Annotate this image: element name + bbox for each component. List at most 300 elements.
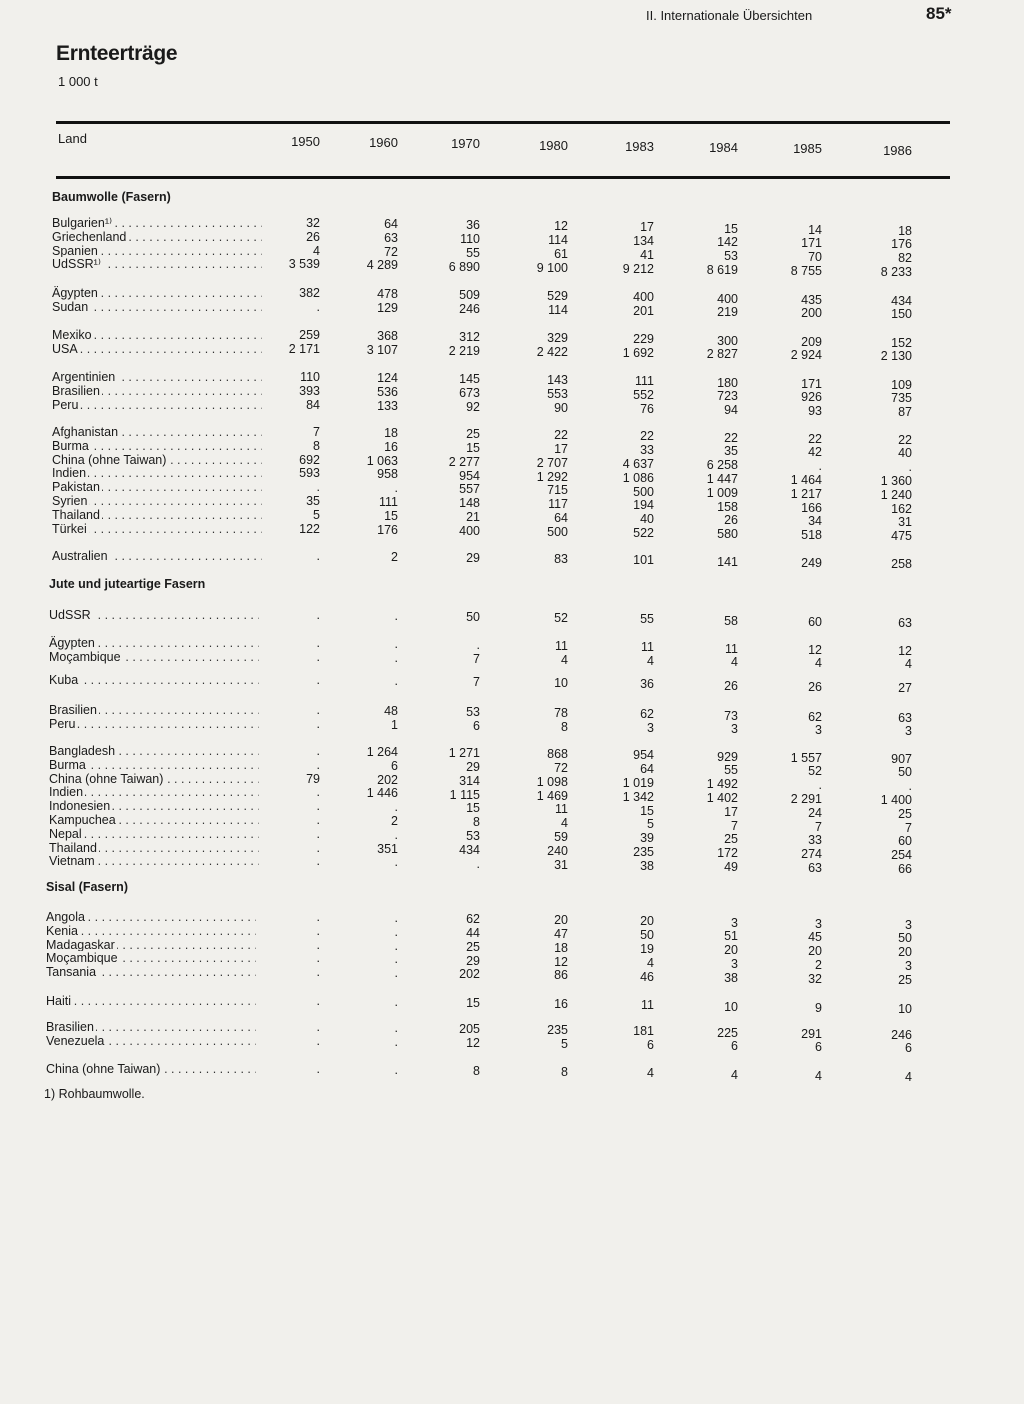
table-cell: 76 xyxy=(640,401,654,416)
table-cell: 9 100 xyxy=(536,260,568,275)
table-cell: 593 xyxy=(299,466,320,481)
table-cell: 205 xyxy=(459,1022,480,1037)
table-cell: 4 xyxy=(647,1066,654,1081)
table-cell: 929 xyxy=(717,749,738,764)
table-cell: 509 xyxy=(459,288,480,303)
table-cell: 59 xyxy=(554,830,568,845)
table-cell: 3 xyxy=(731,915,738,930)
table-cell: 1 469 xyxy=(536,788,568,803)
country-name: Sudan xyxy=(52,299,89,314)
table-cell: 557 xyxy=(459,482,480,497)
table-cell: 2 707 xyxy=(536,455,568,470)
table-cell: 4 xyxy=(815,1068,822,1083)
table-cell: 3 107 xyxy=(366,342,398,357)
table-cell: 6 xyxy=(473,718,480,733)
table-cell: 60 xyxy=(898,834,912,849)
table-cell: 673 xyxy=(459,385,480,400)
table-cell: 17 xyxy=(724,804,738,819)
table-cell: . xyxy=(394,911,398,926)
table-cell: 35 xyxy=(724,444,738,459)
table-cell: 15 xyxy=(384,508,398,523)
table-cell: 51 xyxy=(724,929,738,944)
table-cell: 475 xyxy=(891,529,912,544)
table-cell: 11 xyxy=(725,641,738,656)
table-cell: . xyxy=(316,923,320,938)
table-cell: 20 xyxy=(724,943,738,958)
table-cell: 4 xyxy=(647,955,654,970)
table-cell: 3 539 xyxy=(288,257,320,272)
table-cell: 246 xyxy=(459,301,480,316)
table-cell: . xyxy=(394,1034,398,1049)
table-cell: 435 xyxy=(801,292,822,307)
table-cell: 246 xyxy=(891,1027,912,1042)
section-title: Jute und juteartige Fasern xyxy=(49,577,206,591)
table-cell: 8 755 xyxy=(790,263,822,278)
table-cell: 954 xyxy=(459,468,480,483)
row-label xyxy=(52,453,262,467)
table-cell: . xyxy=(316,549,320,563)
table-cell: 72 xyxy=(384,244,398,259)
row-label xyxy=(49,785,259,799)
table-cell: 117 xyxy=(548,497,568,512)
row-label xyxy=(52,328,262,342)
table-cell: 109 xyxy=(891,377,912,392)
table-cell: 12 xyxy=(554,954,568,969)
table-cell: 21 xyxy=(466,509,480,524)
row-label xyxy=(52,480,262,494)
country-name: Indien xyxy=(52,466,87,481)
table-cell: . xyxy=(316,299,320,314)
table-cell: . xyxy=(316,636,320,650)
row-label xyxy=(46,924,256,938)
table-cell: 86 xyxy=(554,968,568,983)
table-cell: 148 xyxy=(459,496,480,511)
table-row xyxy=(0,608,1024,630)
table-cell: 500 xyxy=(633,484,654,499)
table-cell: 166 xyxy=(801,500,822,515)
table-cell: 25 xyxy=(724,832,738,847)
table-cell: 7 xyxy=(313,425,320,439)
table-cell: 1 240 xyxy=(880,487,912,502)
country-name: China (ohne Taiwan) xyxy=(52,452,167,467)
table-cell: 15 xyxy=(466,440,480,455)
table-cell: 12 xyxy=(808,642,822,657)
country-name: Peru xyxy=(52,397,79,412)
table-cell: 78 xyxy=(554,706,568,721)
row-label xyxy=(49,703,259,717)
table-cell: 40 xyxy=(640,512,654,527)
table-cell: 26 xyxy=(724,678,738,693)
running-head: II. Internationale Übersichten xyxy=(646,8,813,23)
table-cell: . xyxy=(394,1063,398,1078)
table-cell: 240 xyxy=(547,843,568,858)
table-cell: . xyxy=(316,480,320,495)
table-cell: 958 xyxy=(377,467,398,482)
table-cell: 55 xyxy=(640,612,654,627)
table-cell: 114 xyxy=(548,303,568,318)
row-label xyxy=(49,717,259,731)
table-cell: 32 xyxy=(808,971,822,986)
table-row xyxy=(0,673,1024,695)
table-cell: 92 xyxy=(466,399,480,414)
row-label xyxy=(52,244,262,258)
table-cell: 3 xyxy=(905,917,912,932)
table-cell: 6 890 xyxy=(448,259,480,274)
table-cell: 1 271 xyxy=(448,746,480,761)
table-cell: 101 xyxy=(633,553,654,568)
table-cell: 22 xyxy=(640,429,654,444)
table-cell: 22 xyxy=(808,431,822,446)
table-cell: 7 xyxy=(815,819,822,834)
column-header-land: Land xyxy=(58,131,87,146)
table-cell: 53 xyxy=(466,705,480,720)
page-number: 85* xyxy=(926,4,952,23)
table-cell: 2 130 xyxy=(880,349,912,364)
table-cell: . xyxy=(316,1020,320,1034)
table-cell: 33 xyxy=(640,443,654,458)
table-cell: . xyxy=(316,608,320,622)
row-label xyxy=(49,813,259,827)
table-cell: 2 291 xyxy=(790,791,822,806)
table-cell: 64 xyxy=(384,217,398,232)
table-cell: . xyxy=(316,703,320,717)
table-cell: 6 xyxy=(731,1039,738,1054)
table-cell: . xyxy=(394,827,398,842)
row-label xyxy=(52,370,262,384)
table-cell: 1 098 xyxy=(536,774,568,789)
table-cell: 351 xyxy=(377,841,398,856)
table-cell: 202 xyxy=(459,967,480,982)
table-cell: 152 xyxy=(891,335,912,350)
table-cell: . xyxy=(316,716,320,731)
table-cell: 2 xyxy=(815,957,822,972)
country-name: Moçambique xyxy=(46,951,118,966)
table-cell: 314 xyxy=(459,773,480,788)
year-header: 1984 xyxy=(709,140,738,155)
table-cell: 500 xyxy=(547,524,568,539)
table-cell: 4 xyxy=(561,653,568,668)
table-cell: 111 xyxy=(634,374,654,389)
row-label xyxy=(49,758,259,772)
table-cell: 1 360 xyxy=(880,474,912,489)
table-cell: 20 xyxy=(898,945,912,960)
country-name: Türkei xyxy=(52,521,87,536)
table-cell: 16 xyxy=(554,997,568,1012)
row-label xyxy=(49,608,259,622)
year-header: 1980 xyxy=(539,138,568,153)
footnote: 1) Rohbaumwolle. xyxy=(44,1087,145,1101)
table-cell: . xyxy=(394,855,398,870)
table-cell: . xyxy=(316,1033,320,1048)
table-cell: 258 xyxy=(891,556,912,571)
table-cell: 4 xyxy=(561,816,568,831)
table-cell: 46 xyxy=(640,969,654,984)
table-cell: 478 xyxy=(377,287,398,302)
table-cell: 79 xyxy=(306,771,320,786)
country-name: Thailand xyxy=(52,507,100,522)
table-cell: 17 xyxy=(640,220,654,235)
table-cell: 12 xyxy=(898,643,912,658)
table-cell: 954 xyxy=(633,748,654,763)
table-cell: 15 xyxy=(640,803,654,818)
table-cell: 553 xyxy=(547,387,568,402)
table-cell: . xyxy=(316,1062,320,1076)
row-label xyxy=(52,494,262,508)
table-cell: 93 xyxy=(808,404,822,419)
table-cell: 63 xyxy=(898,615,912,630)
table-cell: 2 827 xyxy=(706,347,738,362)
country-name: Haiti xyxy=(46,994,72,1008)
row-label xyxy=(52,230,262,244)
table-cell: 15 xyxy=(466,996,480,1011)
table-cell: 36 xyxy=(466,218,480,233)
country-name: Nepal xyxy=(49,826,82,841)
country-name: Argentinien xyxy=(52,370,116,384)
table-cell: . xyxy=(394,1021,398,1036)
table-cell: 552 xyxy=(633,388,654,403)
country-name: UdSSR¹⁾ xyxy=(52,257,101,272)
table-cell: 171 xyxy=(801,376,822,391)
table-cell: 1 009 xyxy=(706,485,738,500)
row-label xyxy=(49,673,259,687)
table-cell: . xyxy=(394,995,398,1010)
table-cell: 434 xyxy=(459,842,480,857)
table-cell: . xyxy=(394,800,398,815)
table-cell: 400 xyxy=(633,290,654,305)
table-cell: 17 xyxy=(554,442,568,457)
country-name: Thailand xyxy=(49,840,97,855)
table-cell: 29 xyxy=(466,953,480,968)
table-cell: . xyxy=(316,965,320,980)
row-label xyxy=(52,300,262,314)
table-cell: 2 277 xyxy=(448,454,480,469)
table-cell: 25 xyxy=(466,939,480,954)
table-cell: 3 xyxy=(815,916,822,931)
table-cell: 4 xyxy=(905,1069,912,1084)
table-cell: 84 xyxy=(306,397,320,412)
table-cell: 1 692 xyxy=(622,346,654,361)
table-cell: 162 xyxy=(891,501,912,516)
table-cell: 1 264 xyxy=(366,745,398,760)
table-cell: . xyxy=(818,778,822,793)
table-cell: 64 xyxy=(554,511,568,526)
table-cell: 8 xyxy=(313,438,320,453)
table-cell: 6 258 xyxy=(706,458,738,473)
country-name: Peru xyxy=(49,716,76,731)
table-cell: 235 xyxy=(633,844,654,859)
table-cell: 235 xyxy=(547,1023,568,1038)
table-cell: 3 xyxy=(905,724,912,739)
table-cell: 16 xyxy=(384,439,398,454)
row-label xyxy=(52,257,262,271)
country-name: Indien xyxy=(49,785,84,800)
table-cell: 25 xyxy=(898,972,912,987)
table-cell: 70 xyxy=(808,250,822,265)
table-cell: 25 xyxy=(898,806,912,821)
table-cell: 4 xyxy=(731,1067,738,1082)
table-cell: 518 xyxy=(801,528,822,543)
country-name: Kuba xyxy=(49,673,79,687)
table-cell: 312 xyxy=(459,330,480,345)
table-cell: . xyxy=(394,674,398,689)
table-cell: . xyxy=(316,813,320,827)
table-cell: 868 xyxy=(547,747,568,762)
table-cell: 50 xyxy=(466,610,480,625)
table-cell: 87 xyxy=(898,405,912,420)
table-cell: 8 233 xyxy=(880,265,912,280)
table-cell: . xyxy=(316,757,320,772)
table-cell: 329 xyxy=(547,331,568,346)
table-cell: 20 xyxy=(640,914,654,929)
table-cell: . xyxy=(394,924,398,939)
table-cell: 82 xyxy=(898,251,912,266)
table-cell: 42 xyxy=(808,445,822,460)
table-cell: 52 xyxy=(808,764,822,779)
table-cell: 1 400 xyxy=(880,793,912,808)
table-cell: 39 xyxy=(640,831,654,846)
country-name: UdSSR xyxy=(49,608,91,622)
row-label xyxy=(49,827,259,841)
table-row xyxy=(0,994,1024,1016)
country-name: Burma xyxy=(52,438,89,453)
table-cell: 142 xyxy=(717,235,738,250)
table-cell: 8 xyxy=(561,720,568,735)
table-cell: 6 xyxy=(391,758,398,773)
table-cell: 300 xyxy=(717,333,738,348)
table-cell: 52 xyxy=(554,611,568,626)
table-cell: 38 xyxy=(724,970,738,985)
row-label xyxy=(49,744,259,758)
row-label xyxy=(52,549,262,563)
table-cell: 110 xyxy=(300,370,320,384)
table-cell: 133 xyxy=(377,398,398,413)
table-cell: 1 292 xyxy=(536,469,568,484)
table-cell: 150 xyxy=(891,307,912,322)
table-cell: 4 xyxy=(313,243,320,258)
table-cell: 114 xyxy=(548,233,568,248)
table-cell: 1 446 xyxy=(366,786,398,801)
country-name: Burma xyxy=(49,757,86,772)
country-name: USA xyxy=(52,341,78,356)
table-cell: 33 xyxy=(808,833,822,848)
table-cell: 11 xyxy=(555,802,568,817)
table-cell: . xyxy=(394,481,398,496)
table-cell: 36 xyxy=(640,677,654,692)
table-cell: 58 xyxy=(724,613,738,628)
table-cell: 38 xyxy=(640,858,654,873)
table-cell: 249 xyxy=(801,555,822,570)
table-cell: 49 xyxy=(724,859,738,874)
year-header: 1983 xyxy=(625,139,654,154)
country-name: Madagaskar xyxy=(46,937,115,952)
country-name: Venezuela xyxy=(46,1033,105,1048)
table-cell: 926 xyxy=(801,390,822,405)
table-cell: 2 xyxy=(391,550,398,565)
table-cell: 50 xyxy=(898,931,912,946)
row-label xyxy=(46,1020,256,1034)
table-cell: . xyxy=(316,649,320,664)
table-cell: 12 xyxy=(466,1035,480,1050)
row-label xyxy=(46,1062,256,1076)
table-cell: 62 xyxy=(808,709,822,724)
table-cell: 26 xyxy=(808,679,822,694)
table-cell: 22 xyxy=(554,428,568,443)
year-header: 1970 xyxy=(451,136,480,151)
table-cell: . xyxy=(476,638,480,653)
table-cell: 529 xyxy=(547,289,568,304)
table-cell: 7 xyxy=(473,675,480,690)
country-name: Kampuchea xyxy=(49,813,116,827)
row-label xyxy=(49,799,259,813)
table-cell: 61 xyxy=(554,246,568,261)
table-cell: . xyxy=(394,952,398,967)
table-cell: 4 xyxy=(815,656,822,671)
table-cell: 64 xyxy=(640,762,654,777)
table-cell: 62 xyxy=(466,912,480,927)
table-cell: 907 xyxy=(891,751,912,766)
row-label xyxy=(52,425,262,439)
table-cell: 259 xyxy=(299,328,320,342)
year-header: 1986 xyxy=(883,143,912,158)
table-cell: 10 xyxy=(554,676,568,691)
table-cell: 400 xyxy=(717,291,738,306)
table-cell: 4 637 xyxy=(622,456,654,471)
table-cell: 219 xyxy=(717,305,738,320)
row-label xyxy=(49,636,259,650)
table-cell: 53 xyxy=(724,249,738,264)
table-cell: 1 342 xyxy=(622,789,654,804)
table-cell: 8 619 xyxy=(706,262,738,277)
table-cell: 11 xyxy=(641,998,654,1013)
table-cell: . xyxy=(394,637,398,652)
year-header: 1985 xyxy=(793,141,822,156)
table-cell: 45 xyxy=(808,930,822,945)
year-header: 1950 xyxy=(291,134,320,149)
year-header: 1960 xyxy=(369,135,398,150)
table-cell: 5 xyxy=(561,1037,568,1052)
table-cell: 4 xyxy=(905,657,912,672)
table-cell: 393 xyxy=(299,383,320,398)
table-cell: 434 xyxy=(891,293,912,308)
table-cell: 83 xyxy=(554,552,568,567)
table-row xyxy=(0,1062,1024,1084)
table-cell: 10 xyxy=(724,999,738,1014)
country-name: China (ohne Taiwan) xyxy=(49,771,164,786)
table-cell: 202 xyxy=(377,772,398,787)
country-name: Ägypten xyxy=(52,286,98,300)
country-name: China (ohne Taiwan) xyxy=(46,1062,161,1076)
row-label xyxy=(49,841,259,855)
table-cell: 735 xyxy=(891,391,912,406)
table-cell: 19 xyxy=(640,941,654,956)
table-cell: 1 063 xyxy=(366,453,398,468)
row-label xyxy=(49,772,259,786)
row-label xyxy=(52,286,262,300)
table-cell: 3 xyxy=(731,722,738,737)
table-cell: . xyxy=(316,854,320,869)
table-cell: 11 xyxy=(555,639,568,654)
table-cell: . xyxy=(818,459,822,474)
table-cell: . xyxy=(316,826,320,841)
table-cell: . xyxy=(316,994,320,1008)
table-cell: 124 xyxy=(377,371,398,386)
country-name: Australien xyxy=(52,549,108,563)
table-cell: 1 557 xyxy=(790,750,822,765)
table-cell: . xyxy=(316,673,320,687)
table-cell: 1 019 xyxy=(622,775,654,790)
table-cell: 522 xyxy=(633,525,654,540)
table-cell: 1 447 xyxy=(706,471,738,486)
